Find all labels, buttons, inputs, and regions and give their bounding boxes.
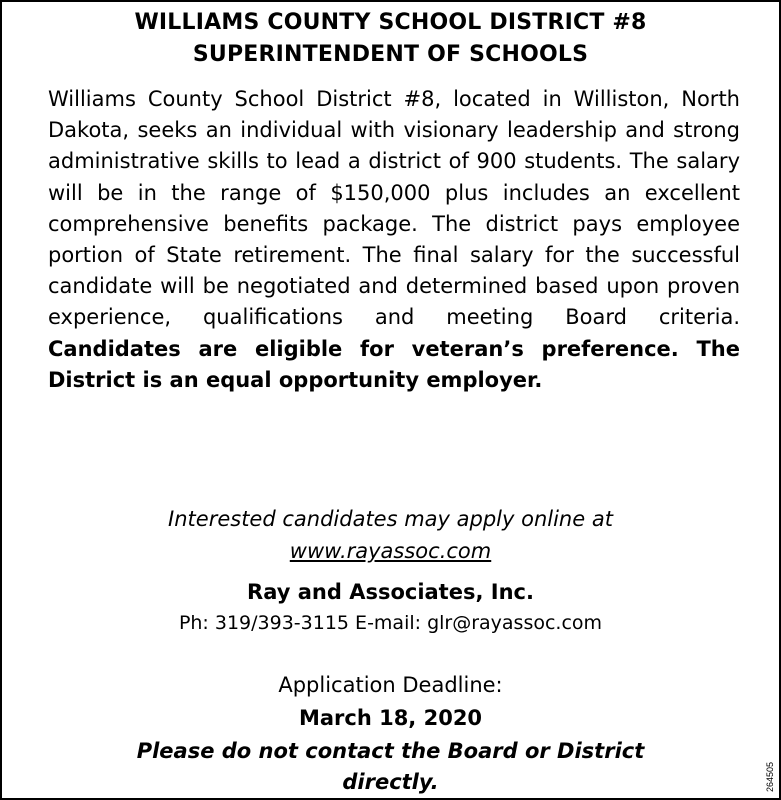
ad-body-text: Williams County School District #8, located in Williston, North Dakota, seeks an individual with visionary leadership and strong administrative skills to lead a district of 900 students. The salary will be in the range of $150,000 plus includes an excellent comprehensive benefits package. The district pays employee portion of State retirement. The final salary for the successful candidate will be negotiated and determined based upon proven experience, qualifications and meeting Board criteria. bbox=[48, 87, 740, 330]
no-contact-notice-text: Please do not contact the Board or District directly. bbox=[136, 739, 645, 794]
apply-website-link[interactable]: www.rayassoc.com bbox=[289, 539, 492, 563]
no-contact-notice bbox=[0, 736, 781, 798]
apply-instructions: Interested candidates may apply online at bbox=[168, 507, 613, 531]
deadline-date: March 18, 2020 bbox=[298, 706, 483, 730]
ad-title-district: WILLIAMS COUNTY SCHOOL DISTRICT #8 bbox=[134, 10, 647, 35]
ad-body-bold-text: Candidates are eligible for veteran’s preference. The District is an equal opportunity employer. bbox=[48, 336, 740, 392]
contact-info: Ph: 319/393-3115 E-mail: glr@rayassoc.com bbox=[178, 612, 603, 634]
ad-body-paragraph bbox=[48, 84, 740, 396]
ad-title-position: SUPERINTENDENT OF SCHOOLS bbox=[192, 42, 589, 67]
company-name: Ray and Associates, Inc. bbox=[247, 580, 534, 604]
deadline-label: Application Deadline: bbox=[278, 673, 503, 697]
ad-number: 264505 bbox=[765, 762, 775, 793]
